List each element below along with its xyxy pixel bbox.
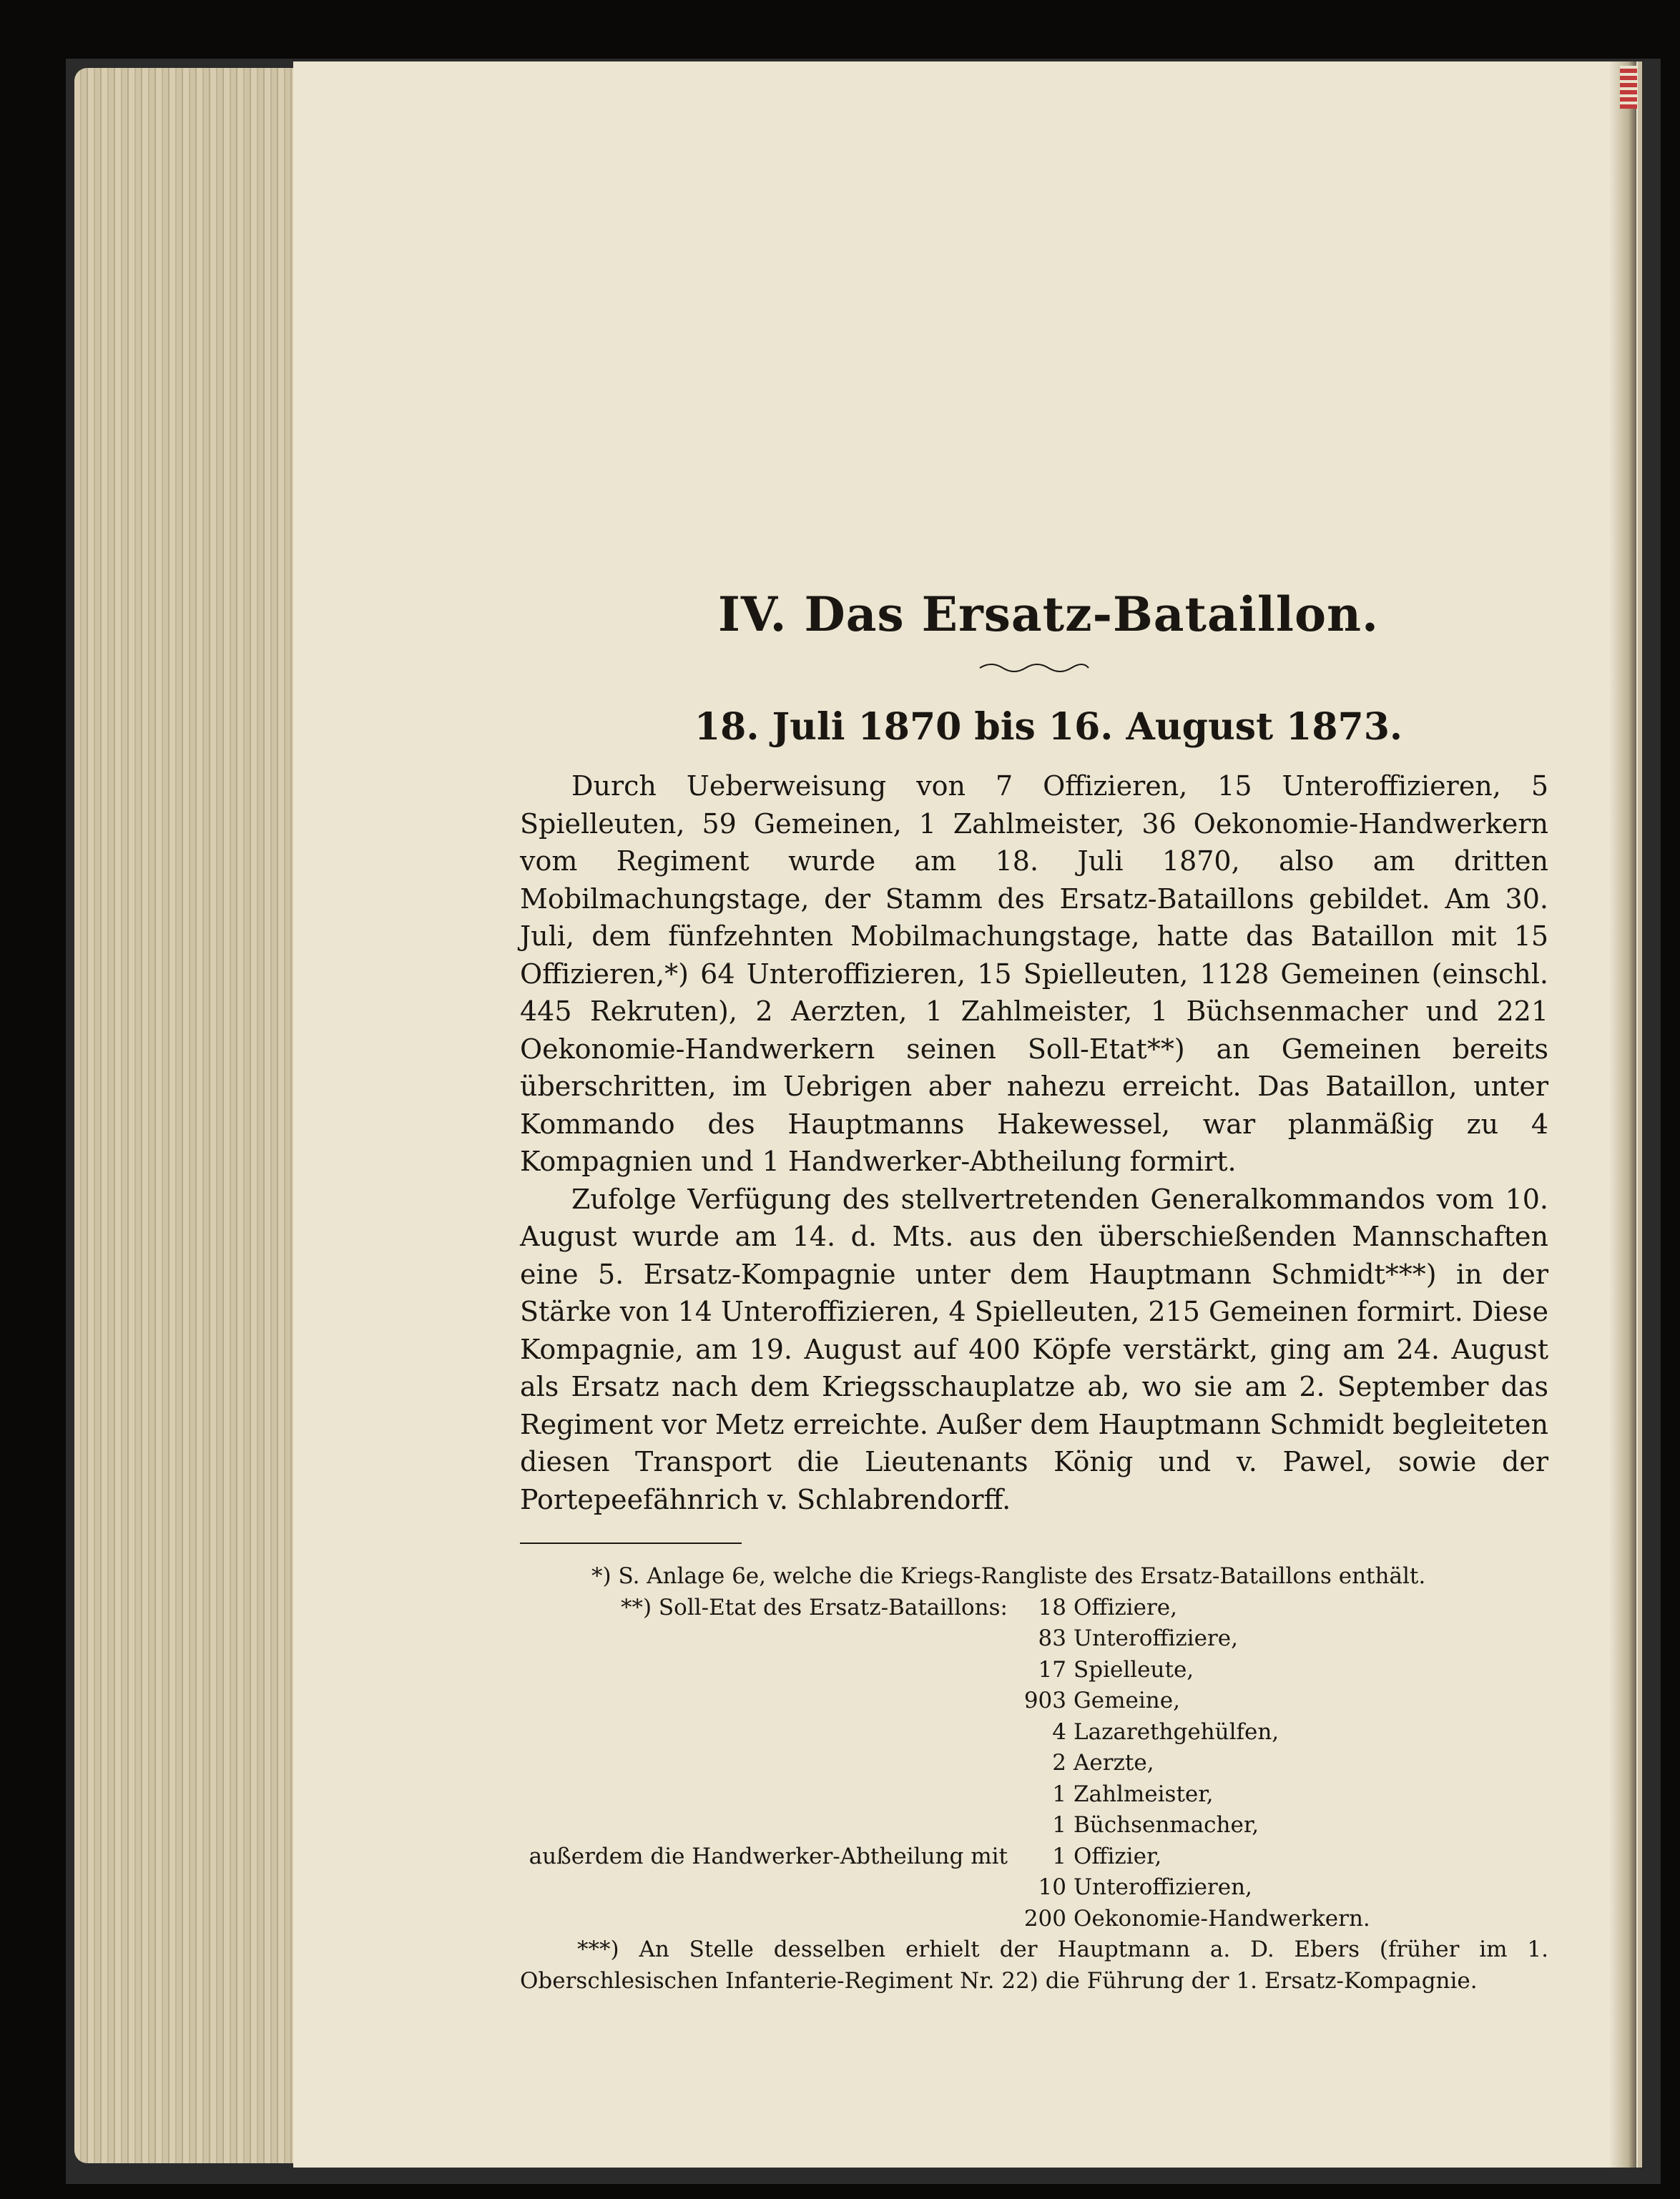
footnote-2-count: 1 bbox=[1052, 1843, 1066, 1869]
heading-flourish-ornament bbox=[977, 659, 1091, 677]
footnote-2-row bbox=[520, 1623, 1548, 1655]
footnote-2-count: 1 bbox=[1052, 1781, 1066, 1807]
footnote-2-item: Oekonomie-Handwerkern. bbox=[1074, 1905, 1370, 1932]
footnote-2-extra-label: außerdem die Handwerker-Abtheilung mit bbox=[529, 1843, 1008, 1869]
footnote-2-row bbox=[520, 1779, 1548, 1811]
footnote-2-item: Zahlmeister, bbox=[1074, 1781, 1214, 1807]
footnote-2-row bbox=[520, 1593, 1548, 1624]
footnote-2-item: Spielleute, bbox=[1074, 1656, 1194, 1683]
footnote-2-item: Aerzte, bbox=[1074, 1750, 1154, 1776]
body-paragraph: Zufolge Verfügung des stellvertretenden Generalkommandos vom 10. August wurde am 14. d. Mts. aus den überschießenden Mannschaften eine 5. Ersatz-Kompagnie unter dem Hauptmann Schmidt***) in der Stärke von 14 Unteroffizieren, 4 Spielleuten, 215 Gemeinen formirt. Diese Kompagnie, am 19. August auf 400 Köpfe verstärkt, ging am 24. August als Ersatz nach dem Kriegsschauplatze ab, wo sie am 2. September das Regiment vor Metz erreichte. Außer dem Hauptmann Schmidt begleiteten diesen Transport die Lieutenants König und v. Pawel, sowie der Portepeefähnrich v. Schlabrendorff. bbox=[520, 1183, 1548, 1515]
footnote-2-item: Gemeine, bbox=[1074, 1688, 1180, 1713]
footnote-2-row bbox=[520, 1872, 1548, 1904]
footnote-2-count: 18 bbox=[1038, 1594, 1066, 1620]
footnote-2-count: 2 bbox=[1052, 1750, 1066, 1776]
footnote-2-row bbox=[520, 1841, 1548, 1873]
footnote-2-item: Unteroffiziere, bbox=[1074, 1625, 1238, 1651]
footnote-2-table bbox=[520, 1593, 1548, 1935]
footnote-2-count: 4 bbox=[1052, 1718, 1066, 1745]
body-paragraph: Durch Ueberweisung von 7 Offizieren, 15 Unteroffizieren, 5 Spielleuten, 59 Gemeinen, 1 Zahlmeister, 36 Oekonomie-Handwerkern vom Regiment wurde am 18. Juli 1870, also am dritten Mobilmachungstage, der Stamm des Ersatz-Bataillons gebildet. Am 30. Juli, dem fünfzehnten Mobilmachungstage, hatte das Bataillon mit 15 Offizieren,*) 64 Unteroffizieren, 15 Spielleuten, 1128 Gemeinen (einschl. 445 Rekruten), 2 Aerzten, 1 Zahlmeister, 1 Büchsenmacher und 221 Oekonomie-Handwerkern seinen Soll-Etat**) an Gemeinen bereits überschritten, im Uebrigen aber nahezu erreicht. Das Bataillon, unter Kommando des Hauptmanns Hakewessel, war planmäßig zu 4 Kompagnien und 1 Handwerker-Abtheilung formirt. bbox=[520, 770, 1548, 1177]
text-column bbox=[520, 586, 1548, 1997]
footnote-1: *) S. Anlage 6e, welche die Kriegs-Rangliste des Ersatz-Bataillons enthält. bbox=[591, 1563, 1426, 1589]
footnote-2-count: 10 bbox=[1038, 1874, 1066, 1900]
footnote-2-row bbox=[520, 1748, 1548, 1779]
footnote-2-count: 1 bbox=[1052, 1812, 1066, 1838]
footnote-2-item: Offiziere, bbox=[1074, 1594, 1177, 1620]
page-gutter-shadow bbox=[1609, 62, 1636, 2168]
footnote-2-item: Büchsenmacher, bbox=[1074, 1812, 1259, 1838]
footnote-2-item: Unteroffizieren, bbox=[1074, 1874, 1252, 1900]
page-stack-edge bbox=[74, 68, 302, 2163]
footnote-2-count: 17 bbox=[1038, 1656, 1066, 1683]
footnote-2-count: 903 bbox=[1023, 1688, 1066, 1713]
footnote-2-label: **) Soll-Etat des Ersatz-Bataillons: bbox=[620, 1594, 1008, 1620]
footnote-2-row bbox=[520, 1810, 1548, 1841]
footnote-2-item: Offizier, bbox=[1074, 1843, 1162, 1869]
footnote-2-row bbox=[520, 1686, 1548, 1717]
chapter-heading: IV. Das Ersatz-Bataillon. bbox=[718, 586, 1379, 642]
footnote-3: ***) An Stelle desselben erhielt der Hauptmann a. D. Ebers (früher im 1. Oberschlesischen Infanterie-Regiment Nr. 22) die Führung der 1. Ersatz-Kompagnie. bbox=[520, 1937, 1548, 1994]
footnote-2-count: 200 bbox=[1023, 1905, 1066, 1932]
footnote-separator bbox=[520, 1543, 742, 1544]
footnote-2-count: 83 bbox=[1038, 1625, 1066, 1651]
footnote-2-row bbox=[520, 1904, 1548, 1935]
footnote-2-row bbox=[520, 1717, 1548, 1748]
footnote-2-item: Lazarethgehülfen, bbox=[1074, 1718, 1279, 1745]
date-range-heading: 18. Juli 1870 bis 16. August 1873. bbox=[694, 705, 1403, 749]
footnote-2-row bbox=[520, 1655, 1548, 1686]
headband-ribbon bbox=[1620, 66, 1637, 109]
